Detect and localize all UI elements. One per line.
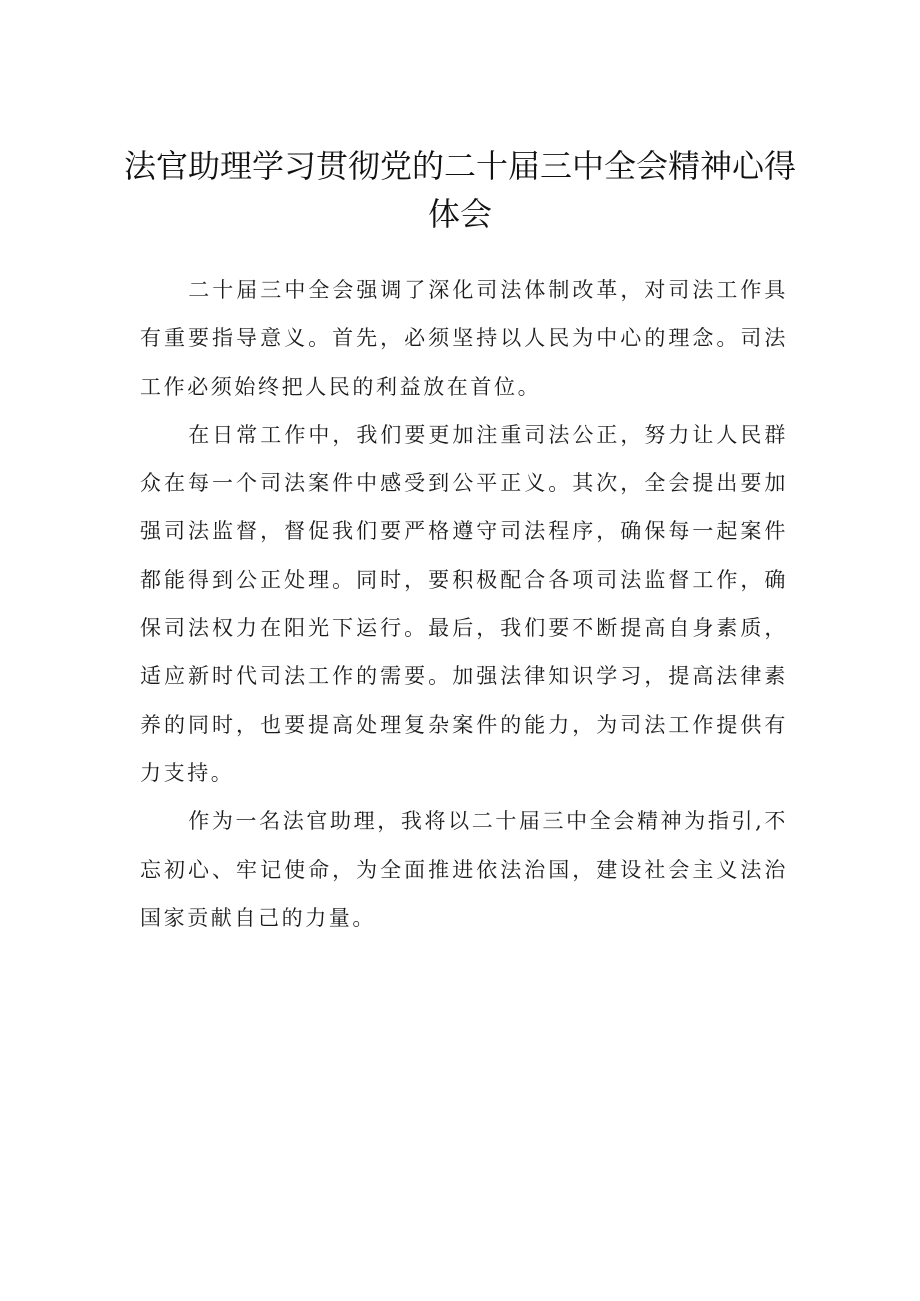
document-title: 法官助理学习贯彻党的二十届三中全会精神心得体会 <box>123 147 796 233</box>
paragraph-1: 二十届三中全会强调了深化司法体制改革，对司法工作具有重要指导意义。首先，必须坚持以人民为中心的理念。司法工作必须始终把人民的利益放在首位。 <box>140 278 788 399</box>
paragraph-3: 作为一名法官助理，我将以二十届三中全会精神为指引,不忘初心、牢记使命，为全面推进依法治国，建设社会主义法治国家贡献自己的力量。 <box>140 809 788 930</box>
document-body <box>140 266 788 942</box>
paragraph-2: 在日常工作中，我们要更加注重司法公正，努力让人民群众在每一个司法案件中感受到公平正义。其次，全会提出要加强司法监督，督促我们要严格遵守司法程序，确保每一起案件都能得到公正处理。同时，要积极配合各项司法监督工作，确保司法权力在阳光下运行。最后，我们要不断提高自身素质，适应新时代司法工作的需要。加强法律知识学习，提高法律素养的同时，也要提高处理复杂案件的能力，为司法工作提供有力支持。 <box>140 422 788 785</box>
